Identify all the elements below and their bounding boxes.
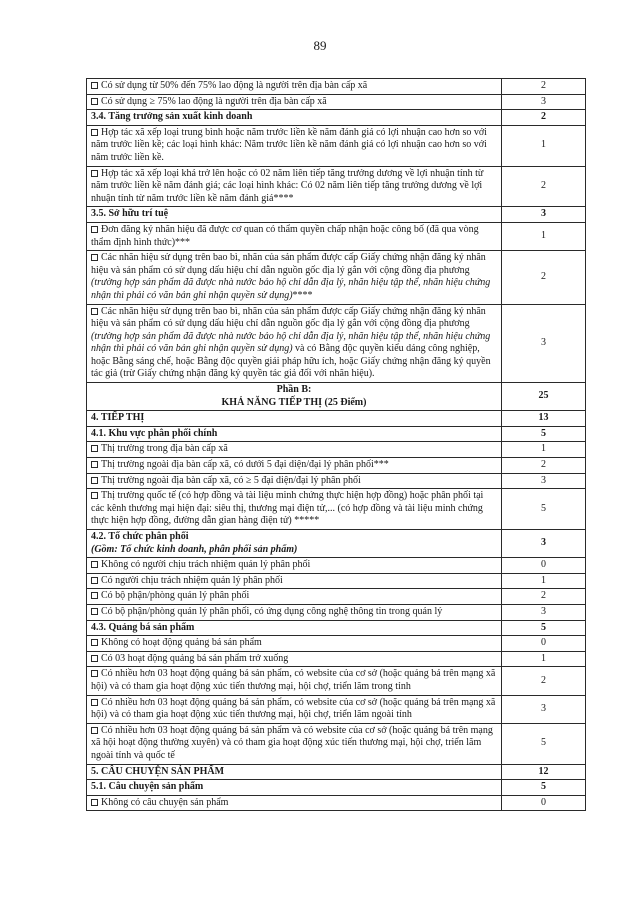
criterion-cell <box>87 620 502 636</box>
checkbox-icon <box>91 670 98 677</box>
score-cell: 3 <box>502 94 586 110</box>
table-row <box>87 667 586 695</box>
table-row <box>87 636 586 652</box>
score-cell: 2 <box>502 589 586 605</box>
criterion-cell <box>87 94 502 110</box>
criterion-text: Có bộ phận/phòng quản lý phân phối, có ứng dụng công nghệ thông tin trong quản lý <box>101 605 443 617</box>
checkbox-icon <box>91 98 98 105</box>
criterion-cell <box>87 636 502 652</box>
criterion-cell <box>87 573 502 589</box>
section-heading: 4.1. Khu vực phân phối chính <box>91 427 218 439</box>
checkbox-icon <box>91 254 98 261</box>
criterion-cell <box>87 473 502 489</box>
table-row <box>87 458 586 474</box>
criterion-cell <box>87 780 502 796</box>
score-cell: 1 <box>502 222 586 250</box>
criterion-text: Các nhãn hiệu sử dụng trên bao bì, nhãn của sản phẩm được cấp Giấy chứng nhận đăng ký nhãn hiệu và sản phẩm có sử dụng dấu hiệu chỉ dẫn nguồn gốc địa lý gắn với cộng đồng địa phương <box>91 252 486 276</box>
score-cell: 5 <box>502 489 586 530</box>
criterion-cell <box>87 222 502 250</box>
part-label: Phần B: <box>276 384 312 396</box>
section-heading: 3.5. Sở hữu trí tuệ <box>91 208 169 220</box>
criterion-text: Có người chịu trách nhiệm quản lý phân phối <box>101 574 283 586</box>
table-row <box>87 166 586 207</box>
criterion-text: Đơn đăng ký nhãn hiệu đã được cơ quan có thẩm quyền chấp nhận hoặc công bố (đã qua vòng thẩm định hình thức)*** <box>91 223 479 248</box>
score-cell: 5 <box>502 723 586 764</box>
table-row <box>87 383 586 411</box>
table-row <box>87 207 586 223</box>
score-cell: 5 <box>502 620 586 636</box>
table-row <box>87 110 586 126</box>
table-row <box>87 604 586 620</box>
score-cell: 0 <box>502 558 586 574</box>
criterion-text: Thị trường ngoài địa bàn cấp xã, có ≥ 5 đại diện/đại lý phân phối <box>101 474 361 486</box>
criterion-text-cont: và có Bằng độc quyền kiểu dáng công nghiệp, hoặc Bằng sáng chế, hoặc Bằng độc quyền giải pháp hữu ích, hoặc Giấy chứng nhận đăng ký quyền tác giả (trừ Giấy chứng nhận đăng ký quyền tác giả đối với nhãn hiệu). <box>91 343 491 380</box>
criterion-text: Có 03 hoạt động quảng bá sản phẩm trở xuống <box>101 652 289 664</box>
score-cell: 2 <box>502 667 586 695</box>
score-cell: 2 <box>502 79 586 95</box>
criterion-cell <box>87 723 502 764</box>
table-row <box>87 222 586 250</box>
criterion-text: Không có hoạt động quảng bá sản phẩm <box>101 637 262 649</box>
score-cell: 0 <box>502 636 586 652</box>
score-cell: 3 <box>502 304 586 383</box>
criterion-cell <box>87 589 502 605</box>
table-row <box>87 79 586 95</box>
checkbox-icon <box>91 226 98 233</box>
table-row <box>87 764 586 780</box>
score-cell: 1 <box>502 651 586 667</box>
part-title: KHẢ NĂNG TIẾP THỊ (25 Điểm) <box>221 396 367 408</box>
criterion-text: Có nhiều hơn 03 hoạt động quảng bá sản phẩm và có website của cơ sở (hoặc quảng bá trên mạng xã hội hoạt động thường xuyên) và có tham gia hoạt động xúc tiến thương mại, hội chợ, triển lãm ngoài tỉnh và quốc tế <box>91 724 493 761</box>
criterion-cell <box>87 695 502 723</box>
score-cell: 1 <box>502 442 586 458</box>
criterion-cell <box>87 667 502 695</box>
checkbox-icon <box>91 655 98 662</box>
criterion-cell <box>87 651 502 667</box>
table-row <box>87 94 586 110</box>
checkbox-icon <box>91 492 98 499</box>
criterion-text: Các nhãn hiệu sử dụng trên bao bì, nhãn của sản phẩm được cấp Giấy chứng nhận đăng ký nhãn hiệu và sản phẩm có sử dụng dấu hiệu chỉ dẫn nguồn gốc địa lý gắn với cộng đồng địa phương <box>91 305 486 330</box>
checkbox-icon <box>91 129 98 136</box>
score-cell: 2 <box>502 251 586 304</box>
criterion-cell <box>87 530 502 558</box>
criterion-cell <box>87 764 502 780</box>
table-row <box>87 489 586 530</box>
table-row <box>87 411 586 427</box>
checkbox-icon <box>91 639 98 646</box>
checkbox-icon <box>91 82 98 89</box>
score-cell: 2 <box>502 110 586 126</box>
criterion-text: Có sử dụng từ 50% đến 75% lao động là người trên địa bàn cấp xã <box>101 80 368 91</box>
criterion-cell <box>87 110 502 126</box>
table-row <box>87 442 586 458</box>
table-row <box>87 530 586 558</box>
section-heading: 5.1. Câu chuyện sản phẩm <box>91 781 204 793</box>
score-cell: 2 <box>502 166 586 207</box>
table-row <box>87 558 586 574</box>
criterion-cell <box>87 79 502 95</box>
table-row <box>87 589 586 605</box>
checkbox-icon <box>91 727 98 734</box>
criterion-cell <box>87 426 502 442</box>
table-row <box>87 780 586 796</box>
checkbox-icon <box>91 461 98 468</box>
table-row <box>87 795 586 811</box>
criterion-text-cont: **** <box>292 289 313 301</box>
criterion-note: (trường hợp sản phẩm đã được nhà nước bảo hộ chỉ dẫn địa lý, nhãn hiệu tập thể, nhãn hiệu chứng nhận thì phải có văn bản ghi nhận quyền sử dụng) <box>91 277 491 301</box>
criterion-note: (trường hợp sản phẩm đã được nhà nước bảo hộ chỉ dẫn địa lý, nhãn hiệu tập thể, nhãn hiệu chứng nhận thì phải có văn bản ghi nhận quyền sử dụng) <box>91 330 491 355</box>
section-heading: 3.4. Tăng trưởng sản xuất kinh doanh <box>91 111 253 123</box>
table-row <box>87 723 586 764</box>
score-cell: 12 <box>502 764 586 780</box>
table-row <box>87 651 586 667</box>
score-cell: 13 <box>502 411 586 427</box>
criterion-cell <box>87 411 502 427</box>
criterion-text: Hợp tác xã xếp loại khá trở lên hoặc có 02 năm liên tiếp tăng trưởng dương về lợi nhuận tính từ năm trước liền kề năm đánh giá; các loại hình khác: Có 02 năm liên tiếp tăng trưởng dương về lợi nhuận tính từ năm trước liền kề năm đánh giá**** <box>91 167 484 204</box>
table-row <box>87 304 586 383</box>
section-heading: 4.3. Quảng bá sản phẩm <box>91 621 195 633</box>
score-cell: 1 <box>502 573 586 589</box>
table-row <box>87 620 586 636</box>
score-cell: 25 <box>502 383 586 411</box>
checkbox-icon <box>91 561 98 568</box>
score-cell: 3 <box>502 530 586 558</box>
checkbox-icon <box>91 445 98 452</box>
criterion-text: Thị trường ngoài địa bàn cấp xã, có dưới 5 đại diện/đại lý phân phối*** <box>101 459 389 471</box>
criterion-cell <box>87 207 502 223</box>
section-heading: 4.2. Tổ chức phân phối <box>91 531 189 542</box>
score-cell: 3 <box>502 604 586 620</box>
criterion-cell <box>87 442 502 458</box>
scoring-table <box>86 78 586 811</box>
criterion-cell <box>87 795 502 811</box>
criterion-cell <box>87 304 502 383</box>
criterion-text: Có nhiều hơn 03 hoạt động quảng bá sản phẩm, có website của cơ sở (hoặc quảng bá trên mạng xã hội) và có tham gia hoạt động xúc tiến thương mại, hội chợ, triển lãm ngoài tỉnh <box>91 696 496 721</box>
criterion-cell <box>87 558 502 574</box>
criterion-cell <box>87 383 502 411</box>
criterion-text: Thị trường quốc tế (có hợp đồng và tài liệu minh chứng thực hiện hợp đồng) hoặc phân phối tại các kênh thương mại hiện đại: siêu thị, thương mại điện tử,... (có hợp đồng và tài liệu minh chứng thực hiện hợp đồng, đường dẫn gian hàng điện tử) ***** <box>91 490 484 527</box>
criterion-text: Có nhiều hơn 03 hoạt động quảng bá sản phẩm, có website của cơ sở (hoặc quảng bá trên mạng xã hội) và có tham gia hoạt động xúc tiến thương mại, hội chợ, triển lãm trong tỉnh <box>91 668 496 692</box>
score-cell: 5 <box>502 426 586 442</box>
criterion-text: Thị trường trong địa bàn cấp xã <box>101 443 228 455</box>
score-cell: 1 <box>502 125 586 166</box>
score-cell: 3 <box>502 695 586 723</box>
score-cell: 2 <box>502 458 586 474</box>
score-cell: 5 <box>502 780 586 796</box>
checkbox-icon <box>91 577 98 584</box>
checkbox-icon <box>91 477 98 484</box>
score-cell: 3 <box>502 473 586 489</box>
criterion-text: Không có câu chuyện sản phẩm <box>101 796 229 808</box>
section-heading: 5. CÂU CHUYỆN SẢN PHẨM <box>91 765 225 777</box>
criterion-cell <box>87 166 502 207</box>
page-number: 89 <box>313 38 327 53</box>
checkbox-icon <box>91 308 98 315</box>
criterion-cell <box>87 251 502 304</box>
checkbox-icon <box>91 170 98 177</box>
score-cell: 0 <box>502 795 586 811</box>
section-subheading: (Gồm: Tổ chức kinh doanh, phân phối sản phẩm) <box>91 543 298 555</box>
checkbox-icon <box>91 699 98 706</box>
criterion-text: Có bộ phận/phòng quản lý phân phối <box>101 590 250 602</box>
checkbox-icon <box>91 799 98 806</box>
scoring-table-body <box>87 79 586 811</box>
checkbox-icon <box>91 608 98 615</box>
table-row <box>87 695 586 723</box>
criterion-cell <box>87 458 502 474</box>
criterion-cell <box>87 489 502 530</box>
score-cell: 3 <box>502 207 586 223</box>
table-row <box>87 251 586 304</box>
criterion-cell <box>87 125 502 166</box>
criterion-text: Có sử dụng ≥ 75% lao động là người trên địa bàn cấp xã <box>101 95 327 107</box>
table-row <box>87 125 586 166</box>
table-row <box>87 426 586 442</box>
table-row <box>87 573 586 589</box>
criterion-cell <box>87 604 502 620</box>
criterion-text: Không có người chịu trách nhiệm quản lý phân phối <box>101 559 311 571</box>
criterion-text: Hợp tác xã xếp loại trung bình hoặc năm trước liền kề năm đánh giá có lợi nhuận cao hơn so với năm trước liền kề; các loại hình khác: Năm trước liền kề năm đánh giá có lợi nhuận cao hơn so với năm trước liền kề. <box>91 126 487 163</box>
checkbox-icon <box>91 592 98 599</box>
table-row <box>87 473 586 489</box>
section-heading: 4. TIẾP THỊ <box>91 412 145 424</box>
